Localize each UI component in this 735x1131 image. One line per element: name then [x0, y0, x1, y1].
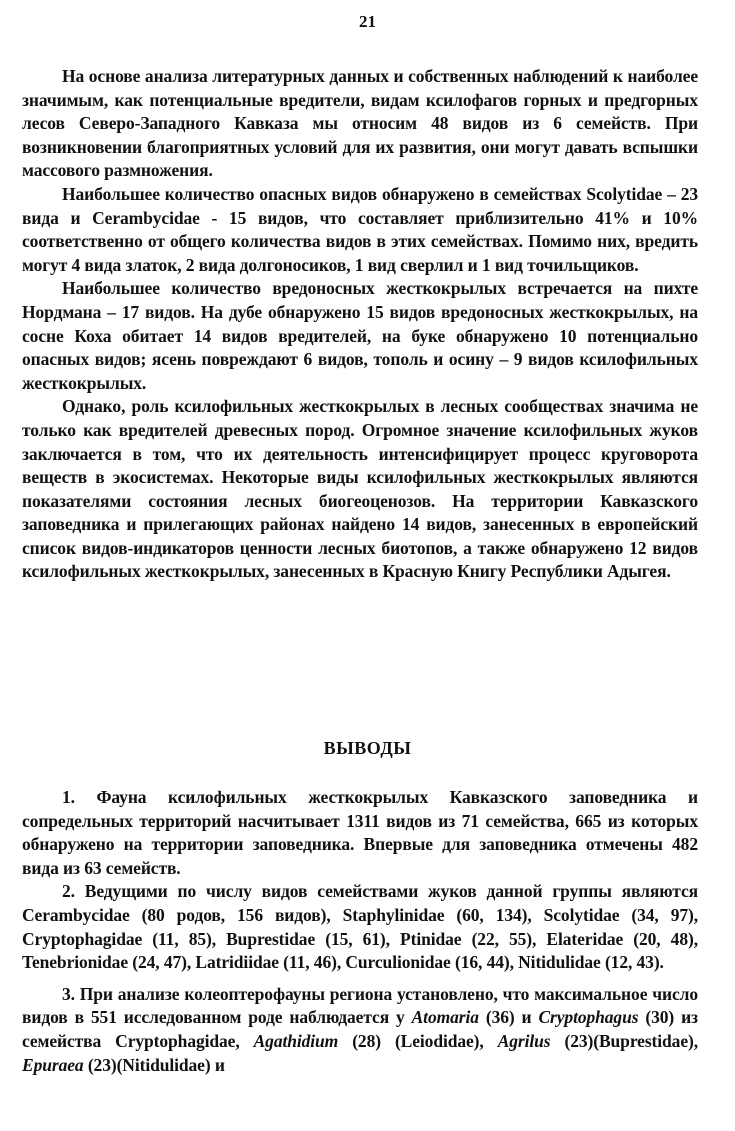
section-heading: ВЫВОДЫ: [323, 738, 412, 758]
genus-name: Agrilus: [497, 1030, 551, 1051]
paragraph: На основе анализа литературных данных и собственных наблюдений к наиболее значимым, как потенциальные вредители, видам ксилофагов горных и предгорных лесов Северо-Западного Кавказа мы относим 48 видов из 6 семейств. При возникновении благоприятных условий для их развития, они могут давать вспышки массового размножения.: [22, 66, 698, 181]
text-run: (28) (Leiodidae),: [338, 1030, 498, 1051]
text-run: (36) и: [478, 1007, 539, 1028]
conclusion-item-1: 1. Фауна ксилофильных жесткокрылых Кавказского заповедника и сопредельных территорий насчитывает 1311 видов из 71 семейства, 665 из которых обнаружено на территории заповедника. Впервые для заповедника отмечены 482 вида из 63 семейств.: [22, 787, 698, 878]
genus-name: Epuraea: [22, 1054, 84, 1075]
text-run: (23)(Nitidulidae) и: [83, 1054, 225, 1075]
paragraph: Наибольшее количество опасных видов обнаружено в семействах Scolytidae – 23 вида и Cerambycidae - 15 видов, что составляет приблизительно 41% и 10% соответственно от общего количества видов в этих семействах. Помимо них, вредить могут 4 вида златок, 2 вида долгоносиков, 1 вид сверлил и 1 вид точильщиков.: [22, 183, 698, 275]
text-run: (23)(Buprestidae),: [550, 1030, 698, 1051]
genus-name: Cryptophagus: [538, 1007, 639, 1028]
paragraph: Наибольшее количество вредоносных жесткокрылых встречается на пихте Нордмана – 17 видов. На дубе обнаружено 15 видов вредоносных жесткокрылых, на сосне Коха обитает 14 видов вредителей, на буке обнаружено 10 потенциально опасных видов; ясень повреждают 6 видов, тополь и осину – 9 видов ксилофильных жесткокрылых.: [22, 278, 698, 393]
conclusion-item-2: 2. Ведущими по числу видов семействами жуков данной группы являются Cerambycidae (80 родов, 156 видов), Staphylinidae (60, 134), Scolytidae (34, 97), Cryptophagidae (11, 85), Buprestidae (15, 61), Ptinidae (22, 55), Elateridae (20, 48), Tenebrionidae (24, 47), Latridiidae (11, 46), Curculionidae (16, 44), Nitidulidae (12, 43).: [22, 881, 698, 973]
conclusions-section: [22, 786, 698, 1077]
intro-section: [22, 65, 698, 584]
text-run: 3. При анализе колеоптерофауны региона установлено, что максимальное число видов в 551 исследованном роде наблюдается у: [22, 983, 698, 1028]
page-number: 21: [359, 12, 376, 31]
conclusion-item-3: [22, 983, 698, 1077]
genus-name: Agathidium: [253, 1030, 339, 1051]
text-run: (30) из семейства Cryptophagidae,: [22, 1007, 698, 1051]
paragraph: Однако, роль ксилофильных жесткокрылых в лесных сообществах значима не только как вредителей древесных пород. Огромное значение ксилофильных жуков заключается в том, что их деятельность интенсифицирует процесс круговорота веществ в экосистемах. Некоторые виды ксилофильных жесткокрылых являются показателями состояния лесных биогеоценозов. На территории Кавказского заповедника и прилегающих районах найдено 14 видов, занесенных в европейский список видов-индикаторов ценности лесных биотопов, а также обнаружено 12 видов ксилофильных жесткокрылых, занесенных в Красную Книгу Республики Адыгея.: [22, 396, 698, 582]
genus-name: Atomaria: [411, 1007, 479, 1028]
